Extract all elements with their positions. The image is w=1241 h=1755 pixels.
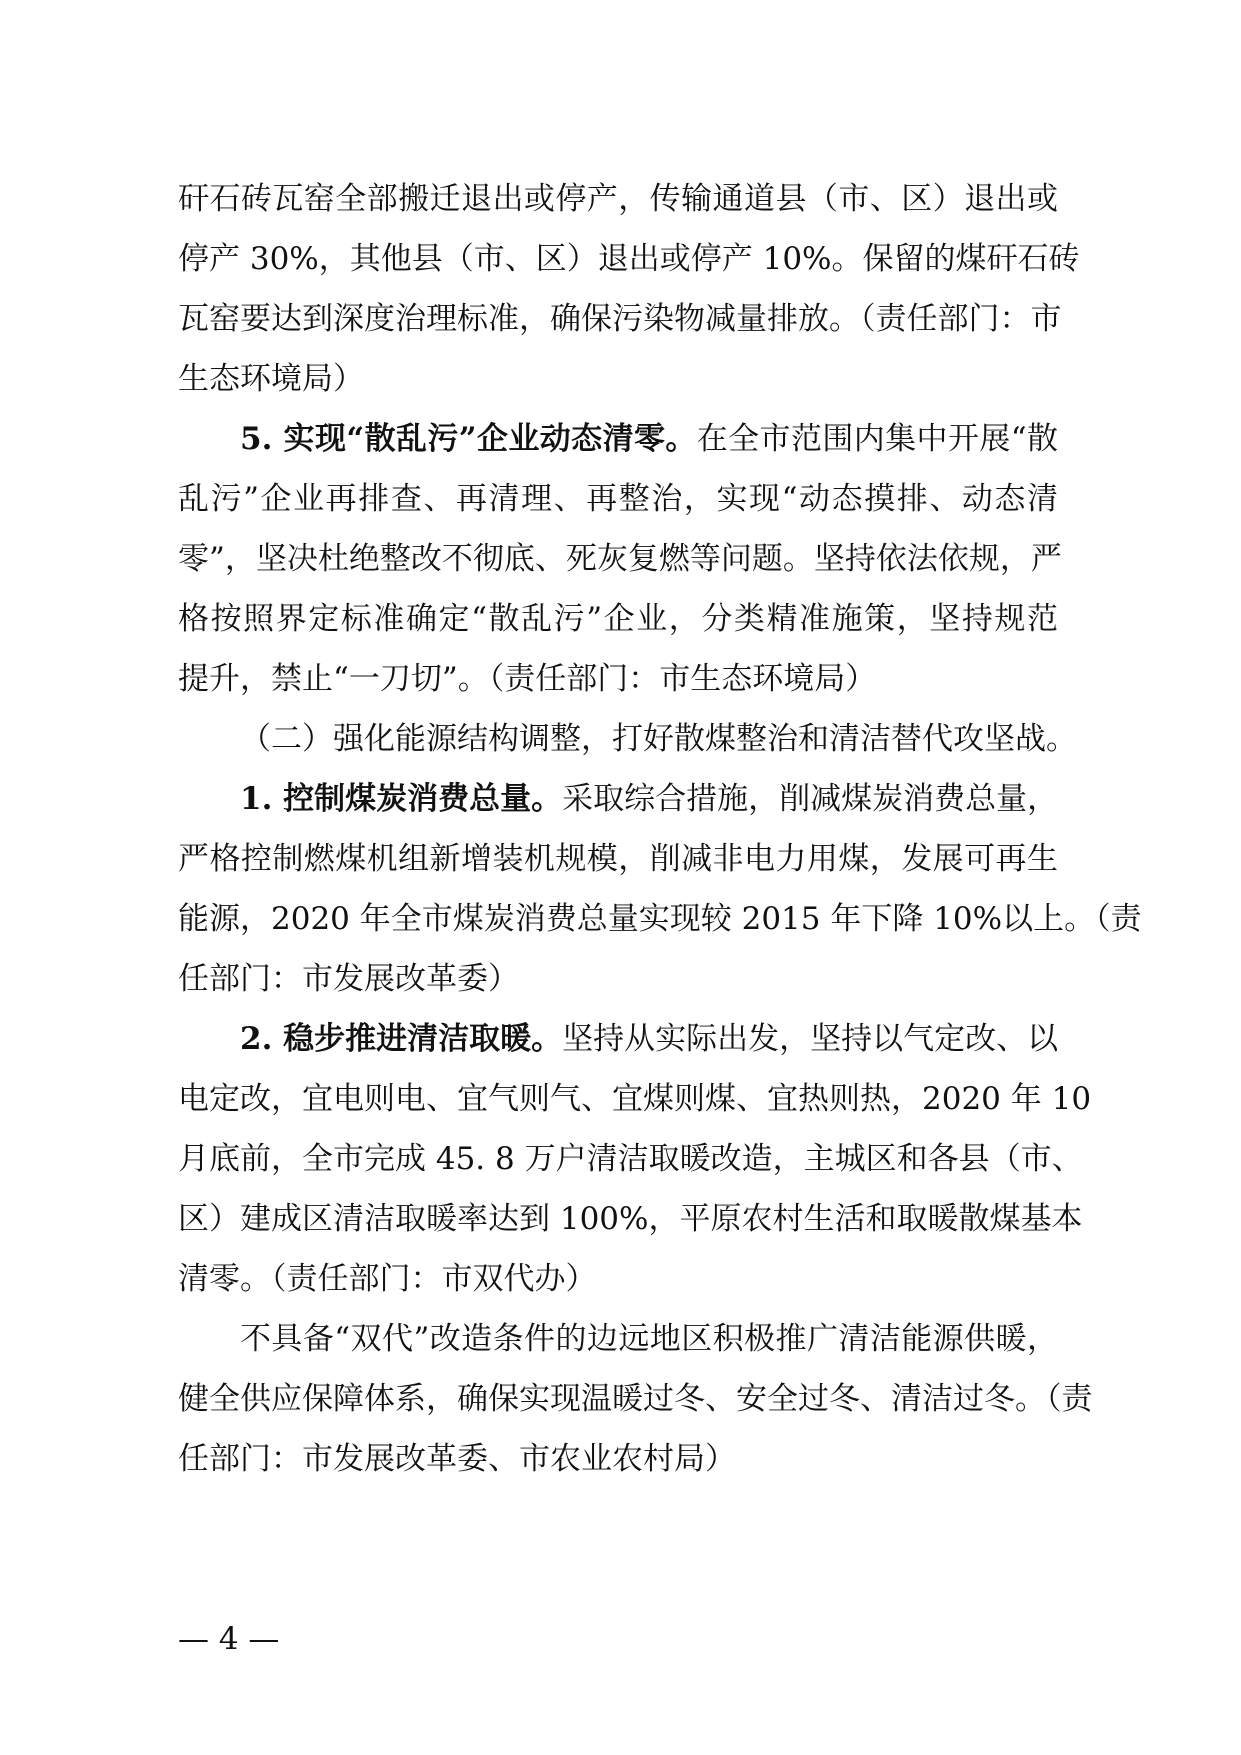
body-text-segment: 不具备“双代”改造条件的边远地区积极推广清洁能源供暖， <box>240 1321 1058 1357</box>
body-text-segment: 能源，2020 年全市煤炭消费总量实现较 2015 年下降 10%以上。（责 <box>178 901 1142 937</box>
body-text-segment: 格按照界定标准确定“散乱污”企业，分类精准施策，坚持规范 <box>178 601 1058 637</box>
text-line <box>178 1379 1093 1419</box>
text-line <box>178 1079 1092 1119</box>
text-line <box>240 1019 1058 1059</box>
text-line <box>178 959 1058 999</box>
body-text-segment: 提升，禁止“一刀切”。（责任部门：市生态环境局） <box>178 661 877 697</box>
body-text-segment: 零”，坚决杜绝整改不彻底、死灰复燃等问题。坚持依法依规，严 <box>178 541 1062 577</box>
body-text-segment: 坚持从实际出发，坚持以气定改、以 <box>562 1021 1059 1057</box>
text-line <box>178 539 1062 579</box>
bold-heading-text: 1. 控制煤炭消费总量。 <box>240 781 563 817</box>
text-line <box>178 359 1058 399</box>
body-text-segment: 乱污”企业再排查、再清理、再整治，实现“动态摸排、动态清 <box>178 481 1058 517</box>
text-line <box>178 599 1058 639</box>
text-line <box>178 179 1058 219</box>
text-line <box>178 1259 1058 1299</box>
body-text-segment: 瓦窑要达到深度治理标准，确保污染物减量排放。（责任部门：市 <box>178 301 1062 337</box>
bold-heading-text: 5. 实现“散乱污”企业动态清零。 <box>240 421 697 457</box>
body-text-segment: 任部门：市发展改革委、市农业农村局） <box>178 1441 736 1477</box>
body-text-segment: 矸石砖瓦窑全部搬迁退出或停产，传输通道县（市、区）退出或 <box>178 181 1058 217</box>
text-line <box>240 719 1077 759</box>
body-text-segment: 健全供应保障体系，确保实现温暖过冬、安全过冬、清洁过冬。（责 <box>178 1381 1093 1417</box>
text-line <box>178 659 1058 699</box>
body-text-segment: 电定改，宜电则电、宜气则气、宜煤则煤、宜热则热，2020 年 10 <box>178 1081 1092 1117</box>
body-text-segment: （二）强化能源结构调整，打好散煤整治和清洁替代攻坚战。 <box>240 721 1077 757</box>
text-line <box>178 299 1062 339</box>
body-text-segment: 生态环境局） <box>178 361 364 397</box>
body-text-segment: 任部门：市发展改革委） <box>178 961 519 997</box>
text-line <box>178 1439 1058 1479</box>
text-line <box>178 239 1080 279</box>
body-text-segment: 在全市范围内集中开展“散 <box>696 421 1058 457</box>
text-line <box>178 1199 1083 1239</box>
body-text-segment: 停产 30%，其他县（市、区）退出或停产 10%。保留的煤矸石砖 <box>178 241 1080 277</box>
text-line <box>178 1139 1083 1179</box>
body-text-segment: 清零。（责任部门：市双代办） <box>178 1261 597 1297</box>
page-number: — 4 — <box>178 1621 280 1657</box>
body-text-segment: 区）建成区清洁取暖率达到 100%，平原农村生活和取暖散煤基本 <box>178 1201 1083 1237</box>
text-line <box>178 479 1058 519</box>
text-line <box>240 1319 1058 1359</box>
text-line <box>240 419 1058 459</box>
body-text-segment: 月底前，全市完成 45. 8 万户清洁取暖改造，主城区和各县（市、 <box>178 1141 1083 1177</box>
bold-heading-text: 2. 稳步推进清洁取暖。 <box>240 1021 563 1057</box>
text-line <box>240 779 1058 819</box>
body-text-segment: 采取综合措施，削减煤炭消费总量， <box>562 781 1059 817</box>
text-line <box>178 899 1142 939</box>
text-line <box>178 839 1058 879</box>
body-text-segment: 严格控制燃煤机组新增装机规模，削减非电力用煤，发展可再生 <box>178 841 1058 877</box>
